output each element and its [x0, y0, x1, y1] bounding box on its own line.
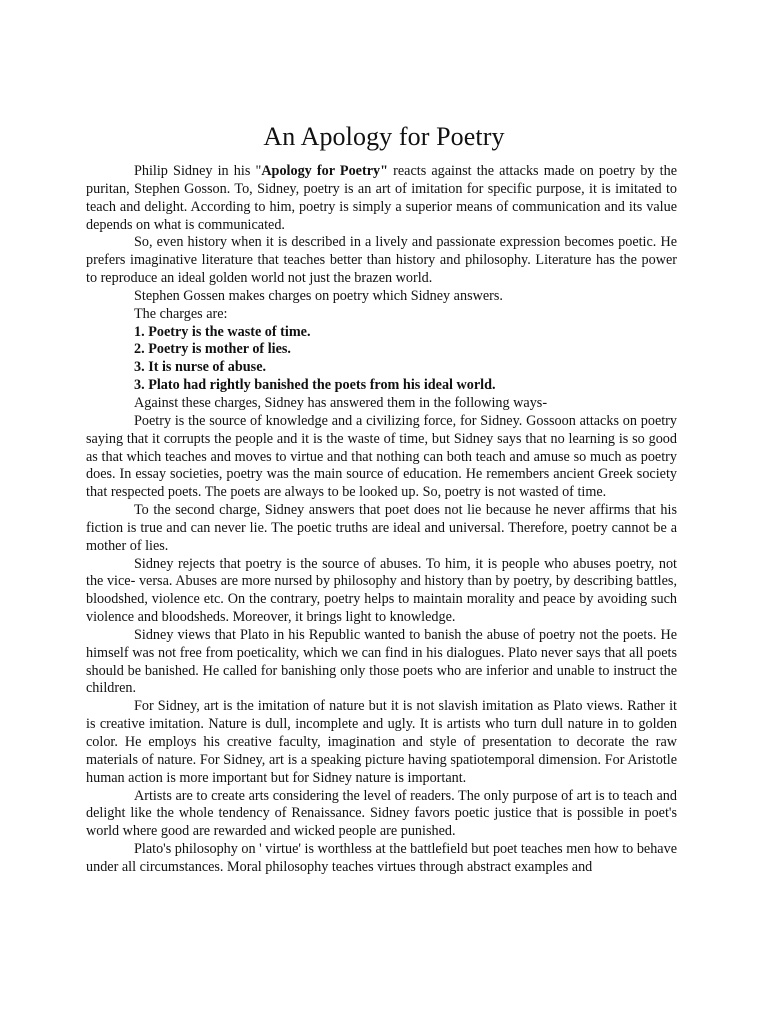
body-paragraph: Poetry is the source of knowledge and a civilizing force, for Sidney. Gossoon attacks on poetry saying that it corrupts the people and it is the waste of time, but Sidney says that no learning is so good as that which teaches and moves to virtue and that nothing can both teach and amuse so much as poetry does. In essay societies, poetry was the main source of education. He remembers ancient Greek society that respected poets. The poets are always to be looked up. So, poetry is not wasted of time.: [86, 412, 677, 501]
answers-intro: Against these charges, Sidney has answered them in the following ways-: [134, 394, 548, 411]
body-paragraph: To the second charge, Sidney answers that poet does not lie because he never affirms that his fiction is true and can never lie. The poetic truths are ideal and universal. Therefore, poetry cannot be a mother of lies.: [86, 502, 677, 554]
body-paragraph: For Sidney, art is the imitation of nature but it is not slavish imitation as Plato views. Rather it is creative imitation. Nature is dull, incomplete and ugly. It is artists who turn dull nature in to golden color. He employs his creative faculty, imagination and style of presentation to decorate the raw materials of nature. For Sidney, art is a speaking picture having spatiotemporal dimension. For Aristotle human action is more important but for Sidney nature is important.: [86, 698, 677, 786]
charge-item: 2. Poetry is mother of lies.: [134, 341, 291, 358]
paragraph-charges-label: The charges are:: [134, 305, 228, 322]
intro-text-end: reacts against the attacks made on poetry by the puritan, Stephen Gosson. To, Sidney, poetry is an art of imitation for specific purpose, it is imitated to teach and delight. According to him, poetry is simply a superior means of communication and its value depends on what is communicated.: [86, 163, 677, 233]
document-body: [86, 163, 677, 877]
body-paragraph: Plato's philosophy on ' virtue' is worthless at the battlefield but poet teaches men how to behave under all circumstances. Moral philosophy teaches virtues through abstract examples and: [86, 841, 677, 875]
charge-item: 3. It is nurse of abuse.: [134, 359, 267, 376]
intro-text-start: Philip Sidney in his ": [134, 163, 262, 179]
body-paragraph: Artists are to create arts considering the level of readers. The only purpose of art is to teach and delight like the whole tendency of Renaissance. Sidney favors poetic justice that is possible in poet's world where good are rewarded and wicked people are punished.: [86, 787, 677, 840]
body-paragraph: Sidney rejects that poetry is the source of abuses. To him, it is people who abuses poetry, not the vice- versa. Abuses are more nursed by philosophy and history than by poetry, by describing battles, bloodshed, violence etc. On the contrary, poetry helps to maintain morality and peace by avoiding such violence and bloodsheds. Moreover, it brings light to knowledge.: [86, 555, 677, 626]
document-title: An Apology for Poetry: [263, 122, 505, 151]
intro-book-title: Apology for Poetry": [261, 163, 388, 179]
charge-item: 1. Poetry is the waste of time.: [134, 323, 311, 340]
paragraph-history: So, even history when it is described in a lively and passionate expression becomes poetic. He prefers imaginative literature that teaches better than history and philosophy. Literature has the power to reproduce an ideal golden world not just the brazen world.: [86, 234, 677, 287]
intro-paragraph: [86, 163, 677, 234]
charge-item: 3. Plato had rightly banished the poets from his ideal world.: [134, 377, 496, 394]
paragraph-charges-lead: Stephen Gossen makes charges on poetry which Sidney answers.: [134, 287, 503, 304]
body-paragraph: Sidney views that Plato in his Republic wanted to banish the abuse of poetry not the poets. He himself was not free from poeticality, which we can find in his dialogues. Plato never says that all poets should be banished. He called for banishing only those poets who are inferior and unable to instruct the children.: [86, 626, 677, 697]
